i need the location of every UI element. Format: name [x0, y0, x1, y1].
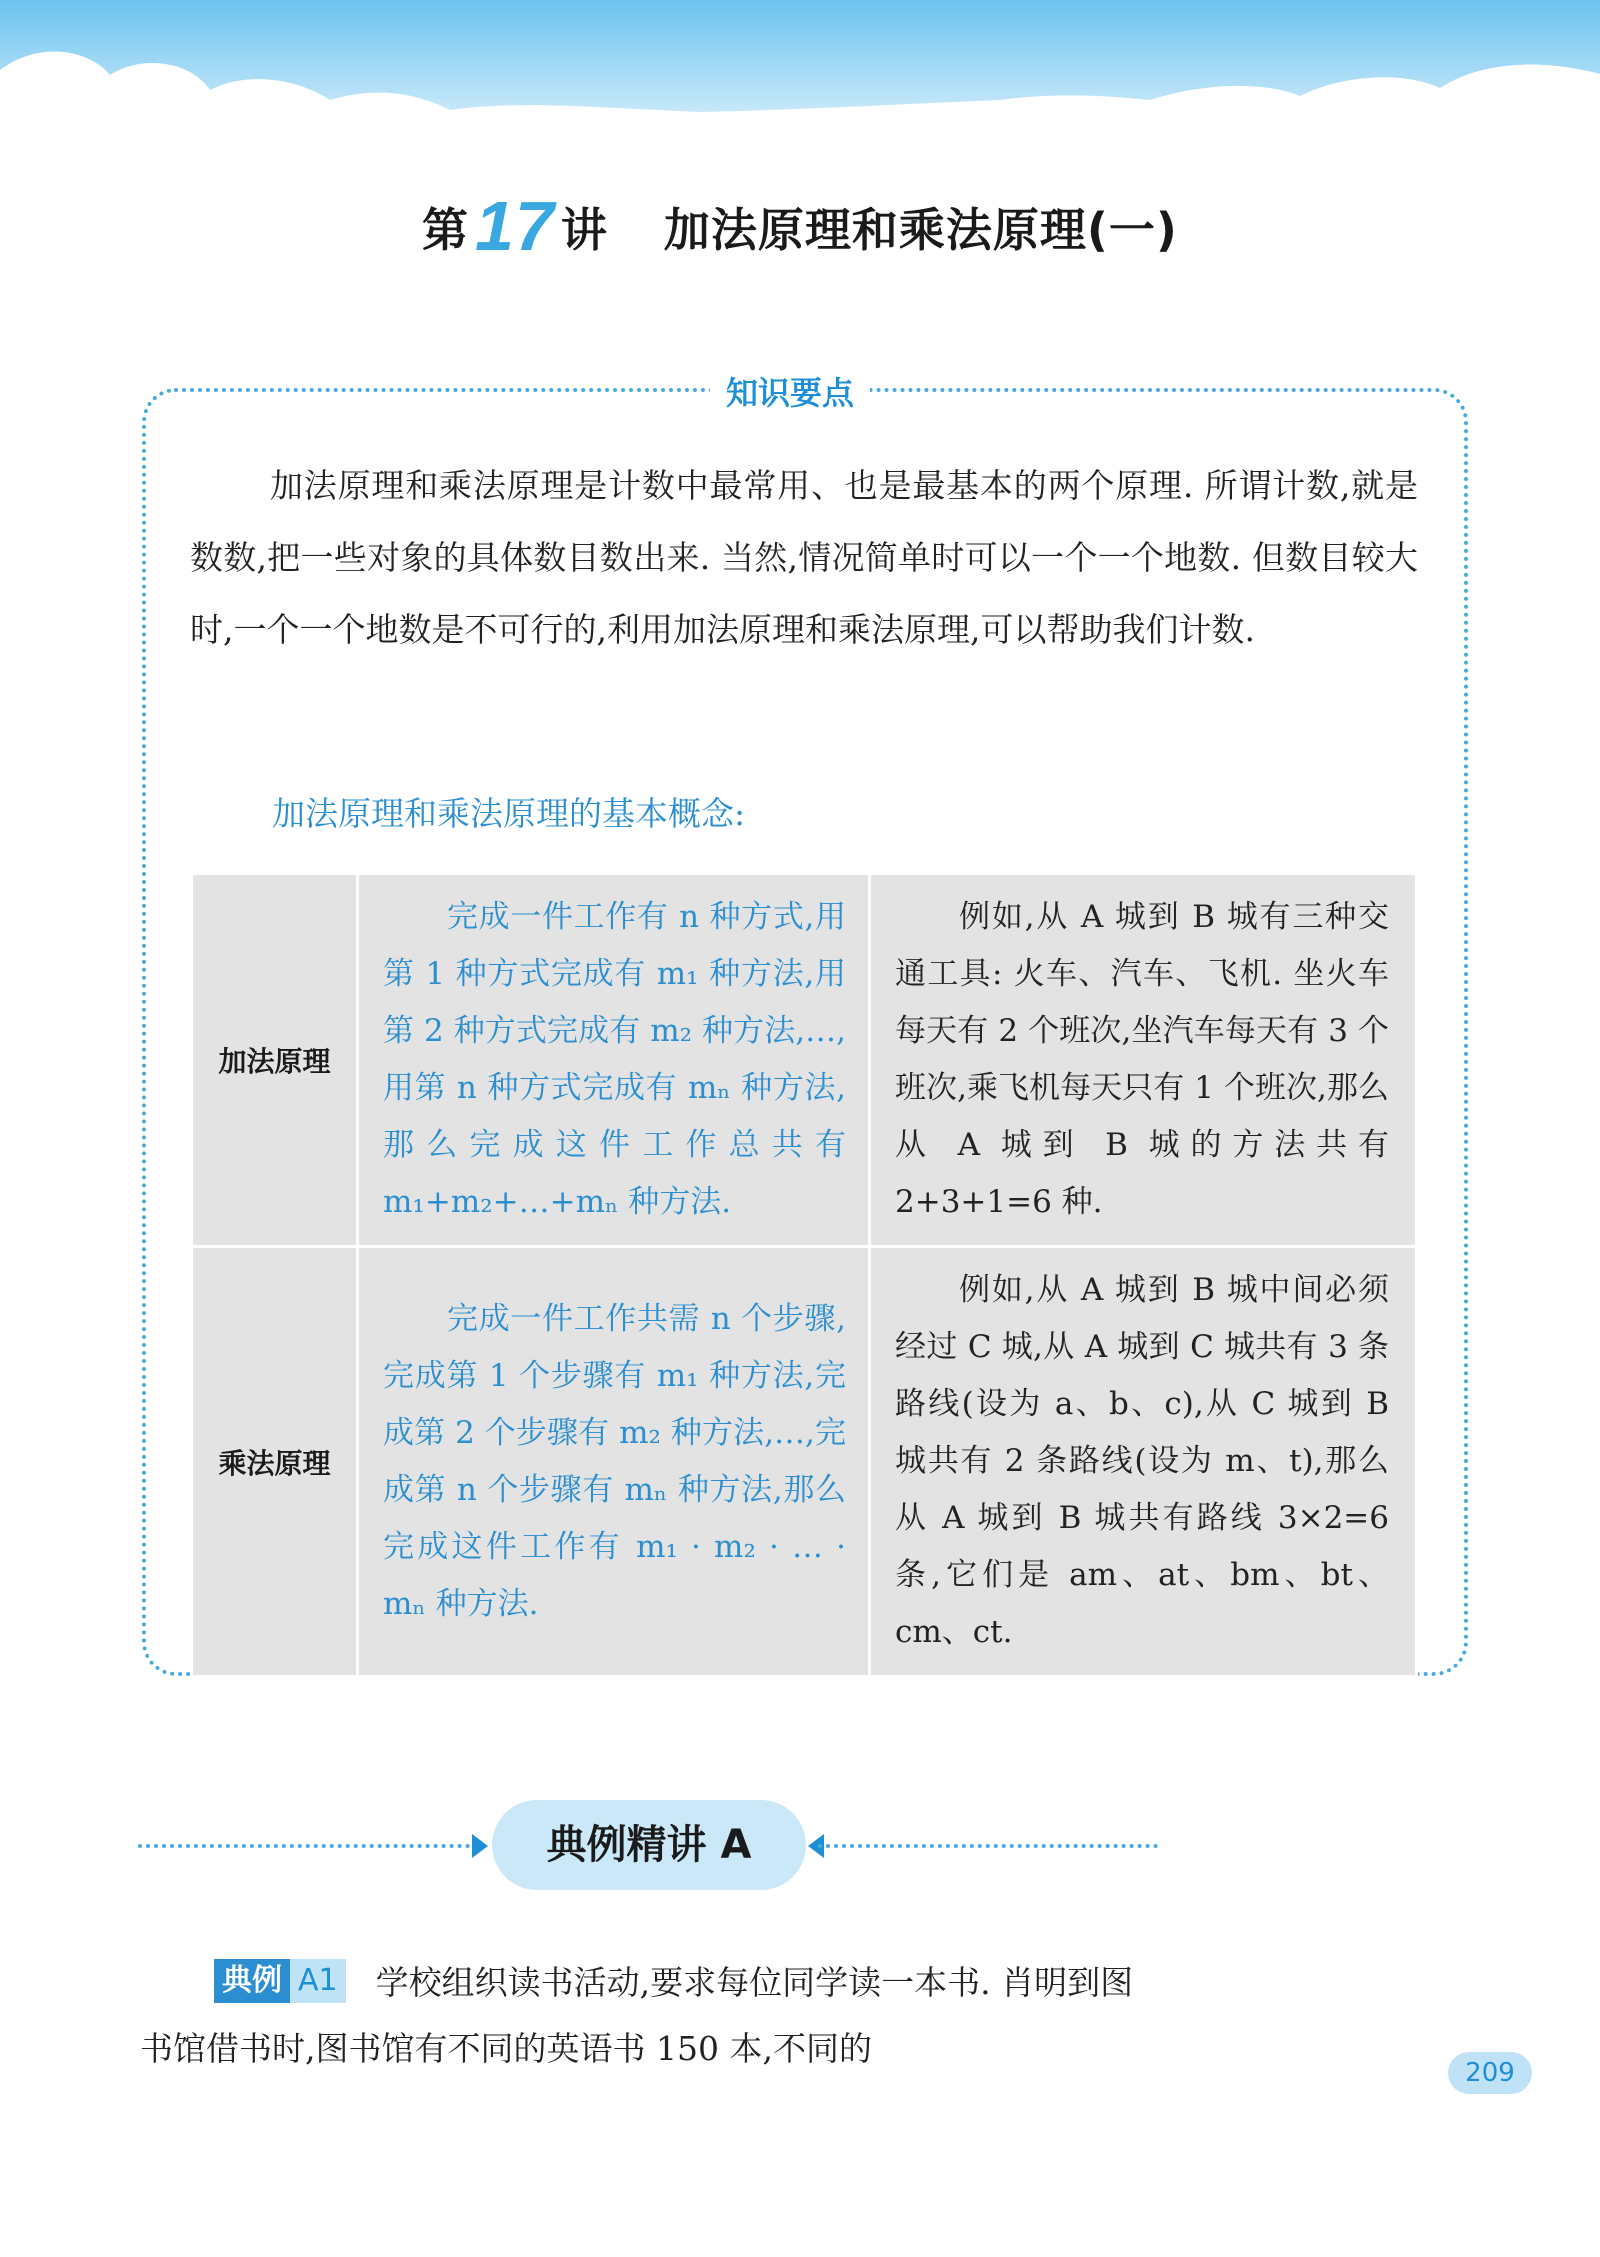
principle-example: 例如,从 A 城到 B 城中间必须经过 C 城,从 A 城到 C 城共有 3 条路线(设为 a、b、c),从 C 城到 B 城共有 2 条路线(设为 m、t),那么从 A 城到 B 城共有路线 3×2=6 条,它们是 am、at、bm、bt、cm、ct. [895, 1272, 1389, 1650]
example-text: 学校组织读书活动,要求每位同学读一本书. 肖明到图书馆借书时,图书馆有不同的英语书 150 本,不同的 [140, 1963, 1134, 2068]
sky-cloud-banner [0, 0, 1600, 130]
principle-definition: 完成一件工作有 n 种方式,用第 1 种方式完成有 m₁ 种方法,用第 2 种方式完成有 m₂ 种方法,…,用第 n 种方式完成有 mₙ 种方法,那么完成这件工作总共有 m₁+m₂+…+mₙ 种方法. [383, 899, 846, 1220]
concept-table [190, 872, 1418, 1678]
intro-paragraph: 加法原理和乘法原理是计数中最常用、也是最基本的两个原理. 所谓计数,就是数数,把一些对象的具体数目数出来. 当然,情况简单时可以一个一个地数. 但数目较大时,一个一个地数是不可行的,利用加法原理和乘法原理,可以帮助我们计数. [190, 466, 1418, 649]
principle-example-cell [870, 874, 1417, 1247]
section-title: 典例精讲 A [492, 1800, 806, 1890]
page-number: 209 [1448, 2052, 1532, 2094]
knowledge-label: 知识要点 [710, 368, 870, 414]
example-tag [214, 1957, 346, 2001]
chapter-title [0, 186, 1600, 266]
principle-definition-cell [358, 874, 870, 1247]
principle-definition-cell [358, 1247, 870, 1677]
divider-line-right [818, 1844, 1158, 1848]
principle-definition: 完成一件工作共需 n 个步骤,完成第 1 个步骤有 m₁ 种方法,完成第 2 个步骤有 m₂ 种方法,…,完成第 n 个步骤有 mₙ 种方法,那么完成这件工作有 m₁ · m₂ · … · mₙ 种方法. [383, 1300, 846, 1622]
principle-name-cell: 加法原理 [192, 874, 358, 1247]
concepts-heading: 加法原理和乘法原理的基本概念: [272, 794, 746, 833]
section-divider [138, 1800, 1158, 1890]
example-tag-id: A1 [290, 1959, 346, 2003]
principle-name-cell: 乘法原理 [192, 1247, 358, 1677]
chapter-suffix: 讲 [560, 203, 608, 257]
divider-line-left [138, 1844, 478, 1848]
chapter-prefix: 第 [422, 203, 470, 257]
example-block [140, 1950, 1160, 2082]
principle-example-cell [870, 1247, 1417, 1677]
table-row [192, 874, 1417, 1247]
chapter-topic: 加法原理和乘法原理(一) [663, 203, 1178, 257]
example-tag-main: 典例 [214, 1959, 290, 2003]
arrow-right-icon [472, 1834, 488, 1858]
chapter-number: 17 [475, 187, 555, 265]
table-row [192, 1247, 1417, 1677]
knowledge-intro [190, 450, 1418, 666]
principle-example: 例如,从 A 城到 B 城有三种交通工具: 火车、汽车、飞机. 坐火车每天有 2 个班次,坐汽车每天有 3 个班次,乘飞机每天只有 1 个班次,那么从 A 城到 B 城的方法共有 2+3+1=6 种. [895, 899, 1389, 1220]
